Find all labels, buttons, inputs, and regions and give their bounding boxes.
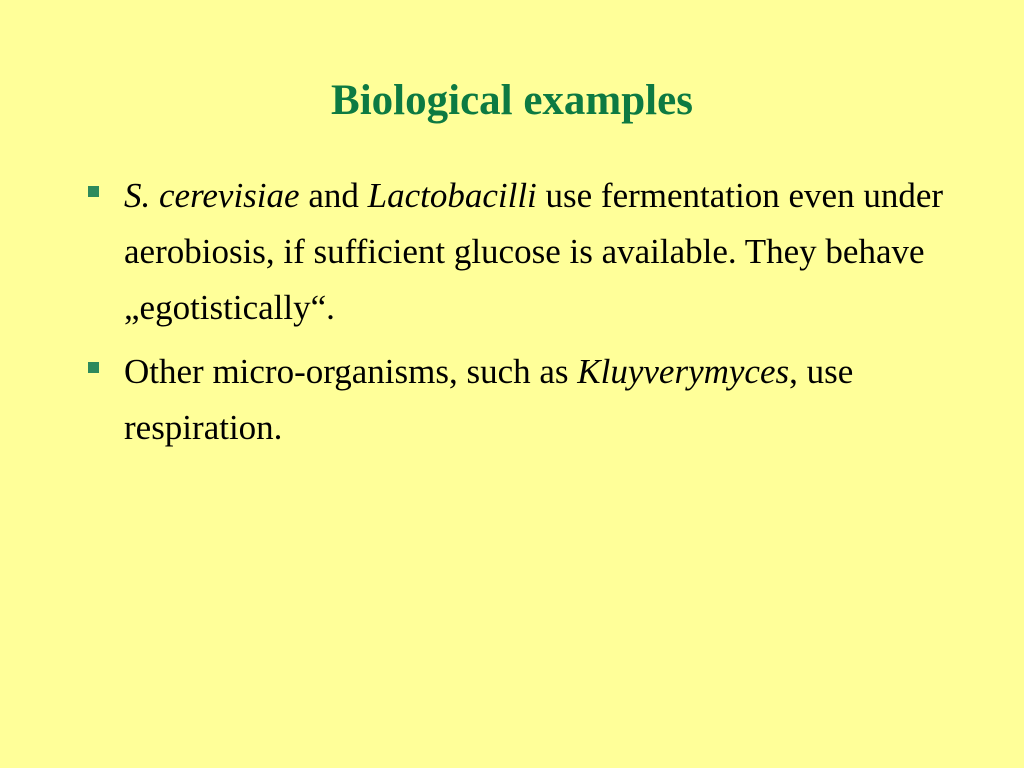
text-segment: and (299, 176, 368, 215)
square-bullet-icon (88, 186, 99, 197)
bullet-text (124, 176, 943, 327)
genus-name: Kluyverymyces (577, 352, 790, 391)
species-name: S. cerevisiae (124, 176, 300, 215)
text-segment: , use respiration. (124, 352, 854, 447)
genus-name: Lactobacilli (367, 176, 537, 215)
bullet-item (84, 344, 944, 456)
bullet-text (124, 352, 853, 447)
text-segment: use fermentation even under aerobiosis, if sufficient glucose is available. They behave „egotistically“. (124, 176, 944, 327)
slide-title: Biological examples (331, 77, 693, 124)
text-segment: Other micro-organisms, such as (124, 352, 578, 391)
bullet-item (84, 168, 944, 336)
square-bullet-icon (88, 362, 99, 373)
bullet-list (84, 168, 944, 464)
